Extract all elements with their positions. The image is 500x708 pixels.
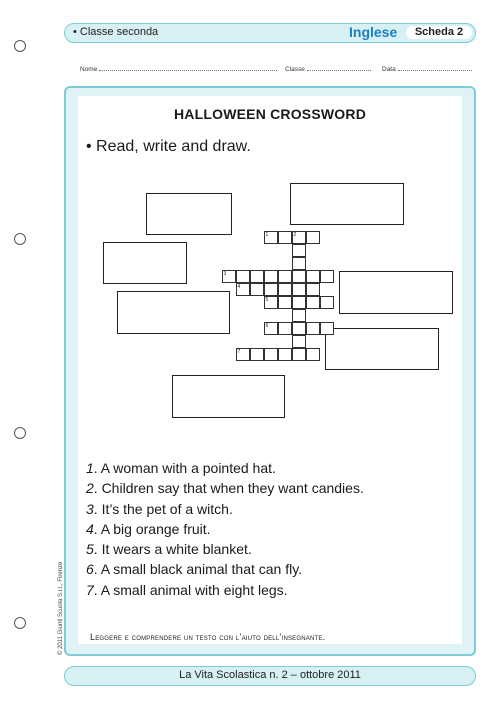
crossword-cell[interactable] (306, 322, 320, 335)
instruction-text: • Read, write and draw. (86, 138, 251, 155)
crossword-cell[interactable] (250, 270, 264, 283)
crossword-cell[interactable] (320, 270, 334, 283)
clue-item (86, 478, 364, 498)
clue-number: 6 (86, 561, 94, 578)
clue-number: 3 (86, 500, 94, 517)
drawing-box[interactable] (172, 375, 285, 418)
crossword-cell[interactable] (278, 231, 292, 244)
crossword-cell[interactable] (250, 283, 264, 296)
header-bar (64, 23, 476, 43)
binder-hole (14, 427, 26, 439)
crossword-cell[interactable] (278, 270, 292, 283)
clue-text: . A small animal with eight legs. (93, 581, 288, 598)
class-field-row (285, 64, 371, 73)
crossword-cell[interactable] (320, 322, 334, 335)
crossword-cell[interactable] (292, 283, 306, 296)
crossword-cell[interactable] (292, 296, 306, 309)
crossword-clue-number: 7 (237, 348, 241, 355)
crossword-cell[interactable] (292, 309, 306, 322)
clue-text: . It’s the pet of a witch. (93, 500, 233, 517)
name-field-row (80, 64, 277, 73)
crossword-cell[interactable] (320, 296, 334, 309)
worksheet-title: HALLOWEEN CROSSWORD (173, 106, 366, 122)
drawing-box[interactable] (339, 271, 453, 314)
crossword-clue-number: 1 (265, 231, 269, 238)
clue-number: 7 (86, 581, 94, 598)
clue-text: . It wears a white blanket. (93, 541, 252, 558)
crossword-cell[interactable] (292, 244, 306, 257)
clue-text: . Children say that when they want candies. (93, 480, 364, 497)
crossword-cell[interactable] (278, 296, 292, 309)
class-field-label: Classe (285, 66, 305, 73)
copyright-text: © 2011 Giunti Scuola S.r.l., Firenze (58, 561, 64, 655)
crossword-clue-number: 2 (293, 231, 297, 238)
learning-goal-note: Leggere e comprendere un testo con l’aiuto dell’insegnante. (90, 632, 326, 642)
date-label: Data (382, 66, 396, 73)
crossword-cell[interactable] (292, 348, 306, 361)
crossword-clue-number: 6 (265, 322, 269, 329)
crossword-cell[interactable] (306, 270, 320, 283)
clue-item (86, 559, 364, 579)
crossword-cell[interactable] (306, 231, 320, 244)
sheet-badge: Scheda 2 (406, 26, 472, 39)
clue-list (86, 458, 364, 600)
clue-item (86, 539, 364, 559)
clue-text: . A woman with a pointed hat. (93, 460, 276, 476)
clue-text: . A big orange fruit. (93, 520, 211, 537)
crossword-cell[interactable] (264, 348, 278, 361)
clue-item (86, 519, 364, 539)
crossword-cell[interactable] (292, 335, 306, 348)
clue-number: 5 (86, 541, 94, 558)
crossword-cell[interactable] (306, 348, 320, 361)
name-label: Nome (80, 66, 98, 73)
crossword-cell[interactable] (278, 322, 292, 335)
name-field[interactable] (99, 64, 277, 71)
binder-hole (14, 40, 26, 52)
crossword-clue-number: 3 (223, 270, 227, 277)
class-label: • Classe seconda (73, 26, 159, 38)
crossword-cell[interactable] (306, 296, 320, 309)
crossword-clue-number: 5 (265, 296, 269, 303)
clue-item (86, 499, 364, 519)
clue-number: 1 (86, 460, 94, 476)
subject-label: Inglese (349, 24, 398, 40)
crossword-cell[interactable] (306, 283, 320, 296)
binder-hole (14, 617, 26, 629)
crossword-cell[interactable] (264, 270, 278, 283)
date-field-row (382, 64, 472, 73)
binder-hole (14, 233, 26, 245)
crossword-cell[interactable] (278, 283, 292, 296)
date-field[interactable] (398, 64, 472, 71)
crossword-cell[interactable] (264, 283, 278, 296)
crossword-clue-number: 4 (237, 283, 241, 290)
clue-item (86, 580, 364, 600)
clue-text: . A small black animal that can fly. (93, 561, 303, 578)
magazine-footer: La Vita Scolastica n. 2 – ottobre 2011 (64, 666, 476, 686)
drawing-box[interactable] (325, 328, 439, 370)
drawing-box[interactable] (103, 242, 187, 284)
clue-item (86, 458, 364, 478)
class-field[interactable] (307, 64, 371, 71)
drawing-box[interactable] (117, 291, 230, 334)
clue-number: 4 (86, 520, 94, 537)
crossword-cell[interactable] (278, 348, 292, 361)
crossword-cell[interactable] (292, 257, 306, 270)
drawing-box[interactable] (290, 183, 404, 225)
crossword-cell[interactable] (250, 348, 264, 361)
crossword-cell[interactable] (236, 270, 250, 283)
clue-number: 2 (86, 480, 94, 497)
drawing-box[interactable] (146, 193, 232, 235)
crossword-cell[interactable] (292, 270, 306, 283)
crossword-cell[interactable] (292, 322, 306, 335)
